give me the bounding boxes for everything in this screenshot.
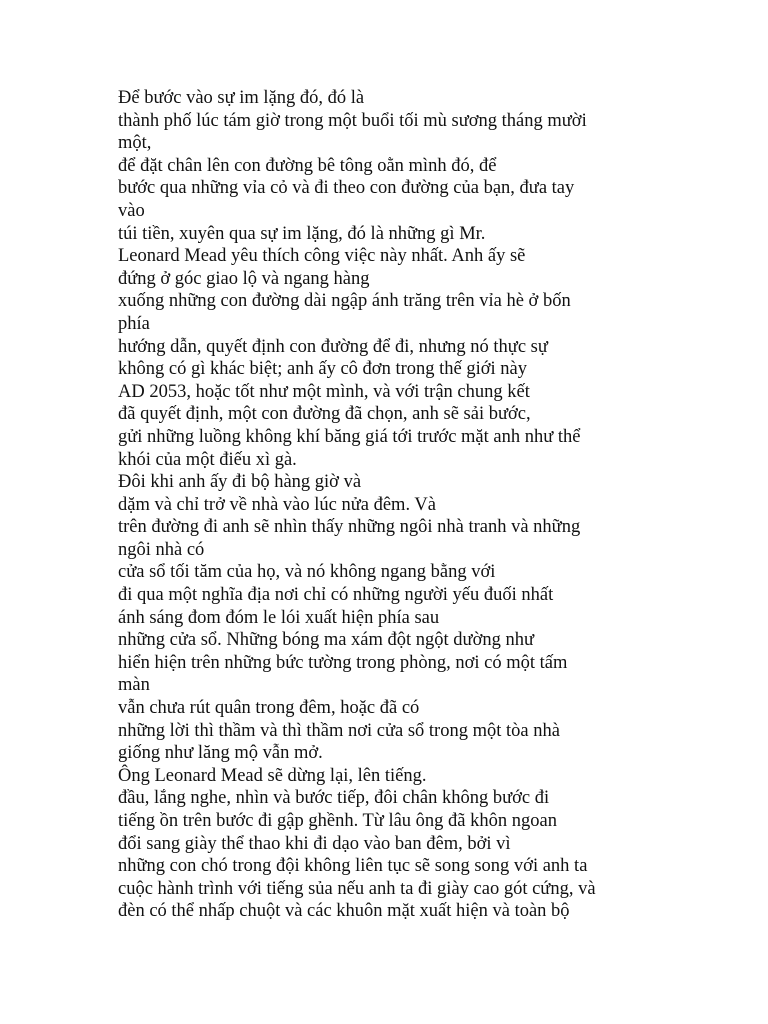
text-line: đi qua một nghĩa địa nơi chỉ có những người yếu đuối nhất <box>118 585 554 606</box>
text-line: Leonard Mead yêu thích công việc này nhất. Anh ấy sẽ <box>118 246 526 267</box>
text-line: thành phố lúc tám giờ trong một buổi tối mù sương tháng mười <box>118 110 587 131</box>
text-line: để đặt chân lên con đường bê tông oằn mình đó, để <box>118 155 497 176</box>
text-line: một, <box>118 133 152 154</box>
text-line: đứng ở góc giao lộ và ngang hàng <box>118 268 370 289</box>
text-line: không có gì khác biệt; anh ấy cô đơn trong thế giới này <box>118 359 527 380</box>
text-line: trên đường đi anh sẽ nhìn thấy những ngôi nhà tranh và những <box>118 517 581 538</box>
text-line: vẫn chưa rút quân trong đêm, hoặc đã có <box>118 698 420 719</box>
text-line: hướng dẫn, quyết định con đường để đi, nhưng nó thực sự <box>118 336 548 357</box>
text-line: Để bước vào sự im lặng đó, đó là <box>118 88 365 108</box>
text-line: vào <box>118 200 145 221</box>
text-line: Đôi khi anh ấy đi bộ hàng giờ và <box>118 472 362 493</box>
text-line: những con chó trong đội không liên tục sẽ song song với anh ta <box>118 856 588 877</box>
text-line: túi tiền, xuyên qua sự im lặng, đó là những gì Mr. <box>118 223 486 244</box>
text-line: xuống những con đường dài ngập ánh trăng trên vỉa hè ở bốn <box>118 291 571 312</box>
text-line: màn <box>118 675 150 696</box>
text-line: ánh sáng đom đóm le lói xuất hiện phía sau <box>118 607 440 628</box>
text-line: cửa sổ tối tăm của họ, và nó không ngang bằng với <box>118 562 496 583</box>
text-line: hiển hiện trên những bức tường trong phòng, nơi có một tấm <box>118 652 568 673</box>
text-line: khói của một điếu xì gà. <box>118 449 297 470</box>
text-line: bước qua những vỉa cỏ và đi theo con đường của bạn, đưa tay <box>118 178 575 199</box>
text-line: gửi những luồng không khí băng giá tới trước mặt anh như thể <box>118 426 581 447</box>
text-line: AD 2053, hoặc tốt như một mình, và với trận chung kết <box>118 381 530 402</box>
text-line: đổi sang giày thể thao khi đi dạo vào ban đêm, bởi vì <box>118 833 511 854</box>
text-line: cuộc hành trình với tiếng sủa nếu anh ta đi giày cao gót cứng, và <box>118 878 596 899</box>
text-line: những lời thì thầm và thì thầm nơi cửa sổ trong một tòa nhà <box>118 720 560 741</box>
text-line: đã quyết định, một con đường đã chọn, anh sẽ sải bước, <box>118 404 531 425</box>
text-line: Ông Leonard Mead sẽ dừng lại, lên tiếng. <box>118 765 427 786</box>
body-text <box>118 87 678 923</box>
text-line: ngôi nhà có <box>118 539 205 560</box>
text-line: đầu, lắng nghe, nhìn và bước tiếp, đôi chân không bước đi <box>118 788 550 809</box>
text-line: phía <box>118 313 150 334</box>
text-line: dặm và chỉ trở về nhà vào lúc nửa đêm. Và <box>118 494 436 515</box>
text-line: đèn có thể nhấp chuột và các khuôn mặt xuất hiện và toàn bộ <box>118 901 570 922</box>
text-line: những cửa sổ. Những bóng ma xám đột ngột dường như <box>118 630 535 651</box>
text-line: giống như lăng mộ vẫn mở. <box>118 743 323 764</box>
text-line: tiếng ồn trên bước đi gập ghềnh. Từ lâu ông đã khôn ngoan <box>118 811 557 831</box>
